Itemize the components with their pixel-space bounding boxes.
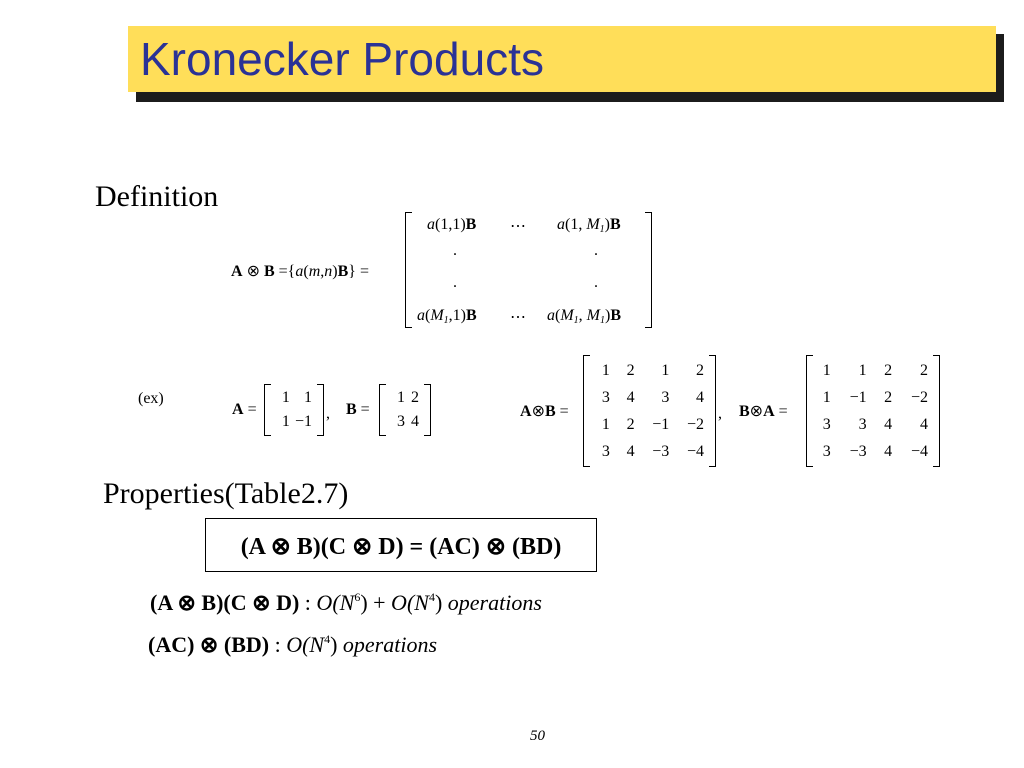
matrix-entry: 1 <box>661 361 670 379</box>
matrix-cell-r1c1: a(1,1)B <box>427 216 477 233</box>
cost-line-2: (AC) ⊗ (BD) : $O(N^4)$ operations <box>148 632 438 657</box>
definition-matrix <box>405 212 652 328</box>
matrix-bkrona-grid <box>818 357 928 465</box>
matrix-entry: 1 <box>822 361 831 379</box>
matrix-entry: 2 <box>626 415 635 433</box>
matrix-entry: −4 <box>686 442 704 460</box>
right-bracket <box>645 212 652 328</box>
matrix-entry: 2 <box>884 388 893 406</box>
right-bracket <box>424 384 431 436</box>
matrix-entry: 3 <box>601 388 610 406</box>
matrix-entry: −2 <box>686 415 704 433</box>
matrix-dot: . <box>594 274 598 291</box>
definition-heading: Definition <box>95 180 219 213</box>
left-bracket <box>405 212 412 328</box>
left-bracket <box>583 355 590 467</box>
matrix-entry: 2 <box>695 361 704 379</box>
matrix-b-grid <box>391 386 419 434</box>
matrix-entry: 4 <box>411 413 419 430</box>
matrix-cell-r4c2: ⋯ <box>510 309 526 326</box>
matrix-entry: −1 <box>849 388 867 406</box>
matrix-akronb <box>583 355 716 467</box>
matrix-cell-r4c3: $a(M_1$, $M_1)B$ <box>547 307 621 326</box>
matrix-dot: . <box>453 274 457 291</box>
matrix-entry: 2 <box>884 361 893 379</box>
matrix-entry: 4 <box>884 442 893 460</box>
matrix-entry: 1 <box>281 389 290 406</box>
property-box <box>205 518 597 572</box>
matrix-entry: 1 <box>304 389 312 406</box>
matrix-entry: 4 <box>695 388 704 406</box>
matrix-bkrona <box>806 355 940 467</box>
comma: , <box>718 405 722 422</box>
definition-lhs: A ⊗ B ={a(m,n)B} = <box>231 263 369 280</box>
example-bkrona-lhs: B⊗A = <box>739 403 788 420</box>
page-number: 50 <box>530 728 545 744</box>
right-bracket <box>709 355 716 467</box>
matrix-a-grid <box>276 386 312 434</box>
matrix-entry: 1 <box>601 415 610 433</box>
properties-heading: Properties(Table2.7) <box>103 477 349 510</box>
matrix-entry: 1 <box>601 361 610 379</box>
matrix-entry: −1 <box>652 415 670 433</box>
matrix-entry: 3 <box>601 442 610 460</box>
matrix-entry: 1 <box>397 389 405 406</box>
example-akronb-lhs: A⊗B = <box>520 403 569 420</box>
matrix-b <box>379 384 431 436</box>
right-bracket <box>317 384 324 436</box>
cost-line-1: (A ⊗ B)(C ⊗ D) : $O(N^6) + O(N^4)$ operations <box>150 590 542 615</box>
matrix-entry: 4 <box>884 415 893 433</box>
matrix-entry: −2 <box>910 388 928 406</box>
matrix-entry: 2 <box>626 361 635 379</box>
right-bracket <box>933 355 940 467</box>
left-bracket <box>264 384 271 436</box>
matrix-entry: 4 <box>626 388 635 406</box>
matrix-entry: 1 <box>822 388 831 406</box>
matrix-entry: 3 <box>397 413 405 430</box>
matrix-cell-r1c2: ⋯ <box>510 218 526 235</box>
matrix-entry: 2 <box>919 361 928 379</box>
comma: , <box>326 405 330 422</box>
matrix-entry: 4 <box>919 415 928 433</box>
left-bracket <box>379 384 386 436</box>
matrix-entry: 1 <box>858 361 867 379</box>
matrix-entry: 3 <box>661 388 670 406</box>
example-a-lhs: A = <box>232 401 257 418</box>
matrix-akronb-grid <box>595 357 704 465</box>
matrix-cell-r4c1: $a(M_1,1)B$ <box>417 307 477 326</box>
example-b-lhs: B = <box>346 401 370 418</box>
example-label: (ex) <box>138 390 164 407</box>
matrix-entry: 1 <box>281 413 290 430</box>
title-banner <box>128 26 996 92</box>
matrix-entry: 3 <box>858 415 867 433</box>
matrix-entry: 3 <box>822 415 831 433</box>
matrix-entry: −1 <box>294 413 312 430</box>
matrix-entry: −4 <box>910 442 928 460</box>
slide-title: Kronecker Products <box>140 33 544 85</box>
matrix-dot: . <box>453 242 457 259</box>
property-equation: (A ⊗ B)(C ⊗ D) = (AC) ⊗ (BD) <box>240 534 562 560</box>
matrix-dot: . <box>594 242 598 259</box>
matrix-entry: 2 <box>411 389 419 406</box>
left-bracket <box>806 355 813 467</box>
matrix-entry: −3 <box>849 442 867 460</box>
matrix-a <box>264 384 324 436</box>
matrix-entry: −3 <box>652 442 670 460</box>
matrix-entry: 3 <box>822 442 831 460</box>
matrix-cell-r1c3: a(1, $M_1)B$ <box>557 216 621 235</box>
matrix-entry: 4 <box>626 442 635 460</box>
